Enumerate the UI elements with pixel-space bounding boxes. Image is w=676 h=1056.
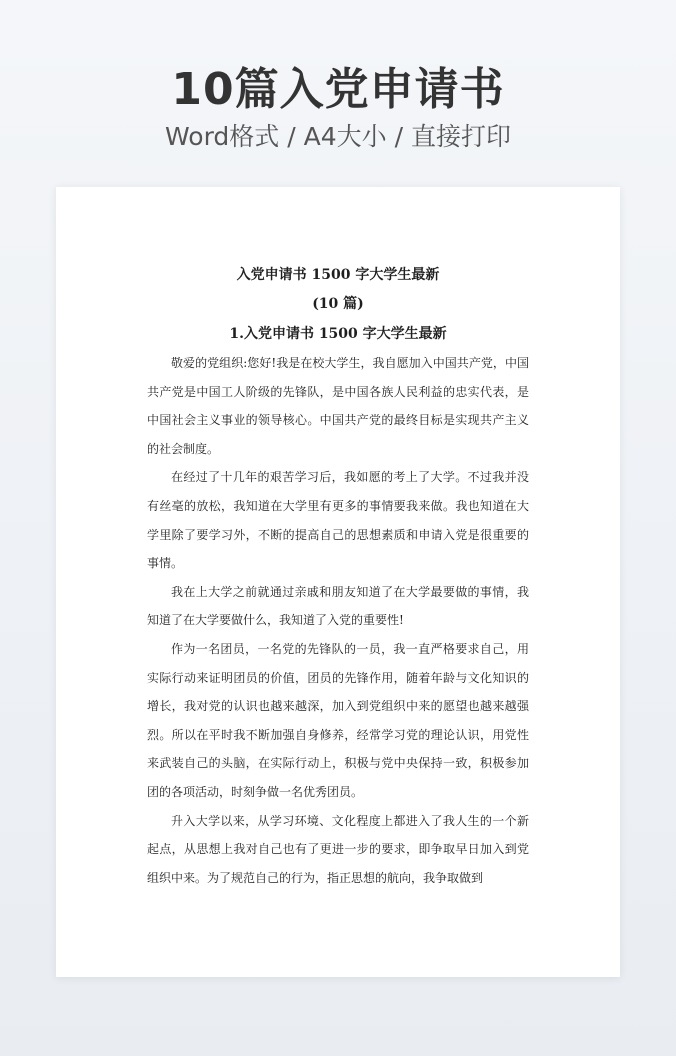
header [0, 62, 676, 154]
paragraph: 在经过了十几年的艰苦学习后，我如愿的考上了大学。不过我并没有丝毫的放松，我知道在大学里有更多的事情要我来做。我也知道在大学里除了要学习外，不断的提高自己的思想素质和申请入党是很重要的事情。 [147, 470, 529, 571]
paragraph: 升入大学以来，从学习环境、文化程度上都进入了我人生的一个新起点，从思想上我对自己也有了更进一步的要求，即争取早日加入到党组织中来。为了规范自己的行为，指正思想的航向，我争取做到 [147, 813, 529, 885]
page-subtitle: Word格式 / A4大小 / 直接打印 [165, 122, 511, 151]
paragraph: 作为一名团员，一名党的先锋队的一员，我一直严格要求自己，用实际行动来证明团员的价值，团员的先锋作用，随着年龄与文化知识的增长，我对党的认识也越来越深，加入到党组织中来的愿望也越来越强烈。所以在平时我不断加强自身修养，经常学习党的理论认识，用党性来武装自己的头脑，在实际行动上，积极与党中央保持一致，积极参加团的各项活动，时刻争做一名优秀团员。 [147, 641, 529, 799]
paragraph: 我在上大学之前就通过亲戚和朋友知道了在大学最要做的事情，我知道了在大学要做什么，我知道了入党的重要性! [147, 584, 529, 628]
page-title: 10篇入党申请书 [171, 64, 505, 115]
document-title: 入党申请书 1500 字大学生最新 [236, 267, 440, 283]
document-page [56, 187, 620, 977]
document-body [147, 261, 529, 892]
paragraph: 敬爱的党组织:您好!我是在校大学生，我自愿加入中国共产党，中国共产党是中国工人阶级的先锋队，是中国各族人民利益的忠实代表，是中国社会主义事业的领导核心。中国共产党的最终目标是实现共产主义的社会制度。 [147, 356, 529, 456]
document-count: (10 篇) [312, 296, 364, 312]
section-heading: 1.入党申请书 1500 字大学生最新 [229, 326, 447, 342]
